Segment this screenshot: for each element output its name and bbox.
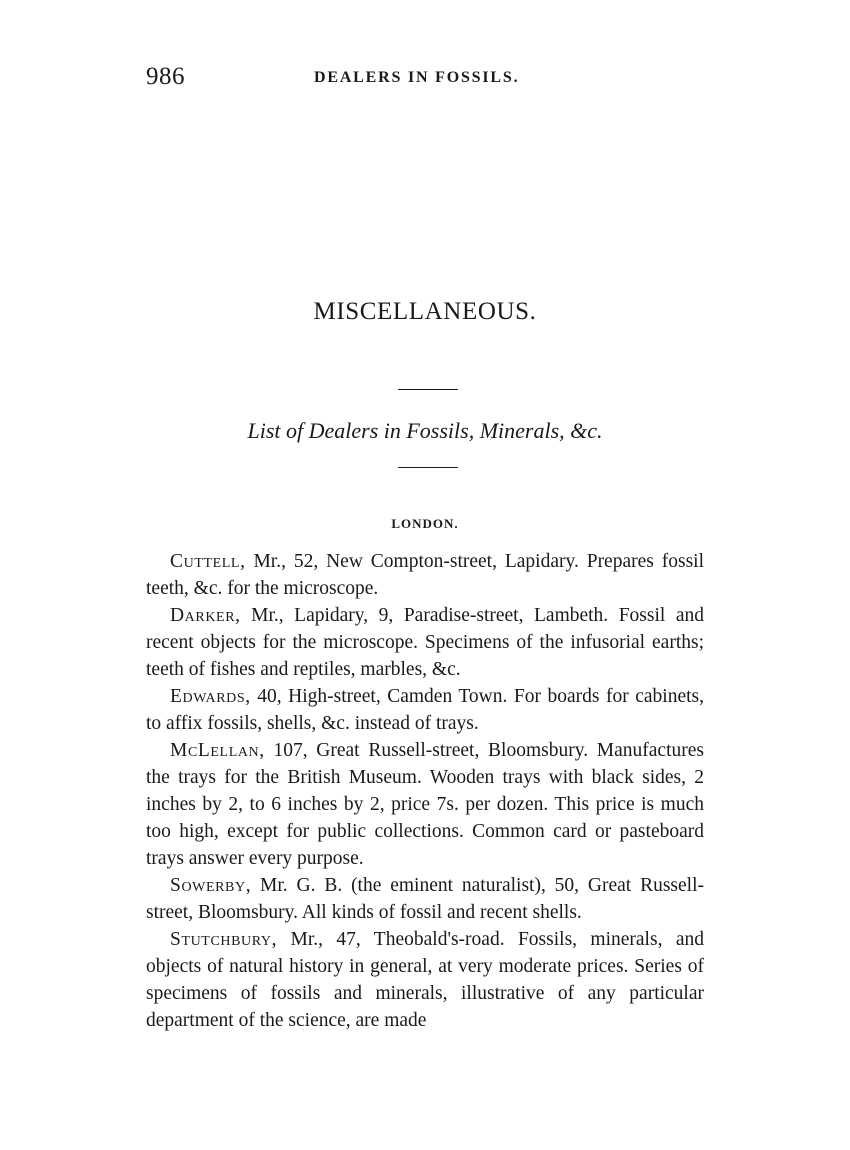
section-subtitle: List of Dealers in Fossils, Minerals, &c. — [247, 418, 603, 443]
dealer-entry — [146, 926, 704, 1034]
running-title: DEALERS IN FOSSILS. — [314, 69, 520, 86]
dealer-entry — [146, 872, 704, 926]
bottom-divider-rule — [398, 467, 458, 468]
page-number: 986 — [146, 63, 185, 90]
dealer-name: Cuttell, — [170, 551, 246, 572]
dealer-name: Edwards, — [170, 686, 251, 707]
dealer-name: McLellan, — [170, 740, 265, 761]
dealer-description: Mr., 47, Theobald's-road. Fossils, minerals, and objects of natural history in general, at very moderate prices. Series of specimens of fossils and minerals, illustrative of any particular department of the science, are made — [146, 929, 704, 1031]
dealer-name: Stutchbury, — [170, 929, 278, 950]
dealer-description: 107, Great Russell-street, Bloomsbury. Manufactures the trays for the British Museum. Wooden trays with black sides, 2 inches by 2, to 6 inches by 2, price 7s. per dozen. This price is much too high, except for public collections. Common card or pasteboard trays answer every purpose. — [146, 740, 704, 869]
dealer-entry — [146, 737, 704, 872]
dealer-list — [146, 548, 704, 1034]
dealer-description: 40, High-street, Camden Town. For boards for cabinets, to affix fossils, shells, &c. instead of trays. — [146, 686, 704, 734]
dealer-entry — [146, 602, 704, 683]
dealer-name: Sowerby, — [170, 875, 252, 896]
top-divider-rule — [398, 389, 458, 390]
dealer-entry — [146, 548, 704, 602]
city-heading: LONDON. — [391, 516, 459, 531]
dealer-entry — [146, 683, 704, 737]
dealer-description: Mr., Lapidary, 9, Paradise-street, Lambeth. Fossil and recent objects for the microscope. Specimens of the infusorial earths; teeth of fishes and reptiles, marbles, &c. — [146, 605, 704, 680]
dealer-name: Darker, — [170, 605, 241, 626]
dealer-description: Mr., 52, New Compton-street, Lapidary. Prepares fossil teeth, &c. for the microscope. — [146, 551, 704, 599]
dealer-description: Mr. G. B. (the eminent naturalist), 50, Great Russell-street, Bloomsbury. All kinds of fossil and recent shells. — [146, 875, 704, 923]
section-title: MISCELLANEOUS. — [313, 298, 537, 325]
